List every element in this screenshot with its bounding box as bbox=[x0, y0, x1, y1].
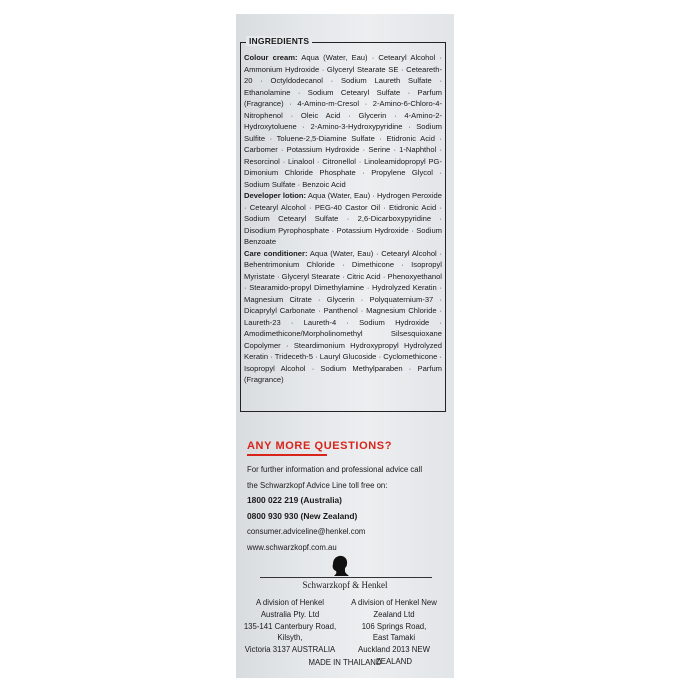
questions-heading: ANY MORE QUESTIONS? bbox=[247, 440, 393, 452]
phone-new-zealand: 0800 930 930 (New Zealand) bbox=[247, 510, 358, 521]
care-conditioner-text: Aqua (Water, Eau) · Cetearyl Alcohol · Behentrimonium Chloride · Dimethicone · Isopropyl Myristate · Glyceryl Stearate · Citric Acid · Phenoxyethanol · Stearamido-propyl Dimethylamine · Hydrolyzed Keratin · Magnesium Citrate · Glycerin · Polyquaternium-37 · Dicaprylyl Carbonate · Panthenol · Magnesium Chloride · Laureth-23 · Laureth-4 · Sodium Hydroxide · Amodimethicone/Morpholinomethyl Silsesquioxane Copolymer · Steardimonium Hydroxypropyl Hydrolyzed Keratin · Trideceth-5 · Lauryl Glucoside · Cyclomethicone · Isopropyl Alcohol · Sodium Methylparaben · Parfum (Fragrance) bbox=[244, 248, 442, 384]
address-au-line: 135-141 Canterbury Road, bbox=[243, 621, 337, 631]
questions-underline bbox=[247, 454, 327, 456]
address-nz-line: Auckland 2013 NEW ZEALAND bbox=[358, 645, 430, 666]
phone-australia: 1800 022 219 (Australia) bbox=[247, 495, 342, 505]
care-conditioner-paragraph bbox=[244, 248, 442, 386]
address-nz-line: Zealand Ltd bbox=[373, 609, 415, 619]
colour-cream-paragraph bbox=[244, 52, 442, 190]
website-address: www.schwarzkopf.com.au bbox=[247, 542, 337, 552]
ingredients-heading: INGREDIENTS bbox=[246, 36, 312, 46]
address-au-line: Kilsyth, bbox=[277, 633, 303, 643]
ingredients-list bbox=[244, 52, 442, 386]
address-au-line: Victoria 3137 AUSTRALIA bbox=[244, 645, 336, 655]
silhouette-head-icon bbox=[330, 555, 350, 577]
address-nz-line: East Tamaki bbox=[372, 633, 416, 643]
info-line-2: the Schwarzkopf Advice Line toll free on: bbox=[247, 480, 388, 490]
email-address: consumer.adviceline@henkel.com bbox=[247, 527, 366, 536]
brand-name: Schwarzkopf & Henkel bbox=[302, 580, 388, 590]
colour-cream-text: Aqua (Water, Eau) · Cetearyl Alcohol · Ammonium Hydroxide · Glyceryl Stearate SE · Ceteareth-20 · Octyldodecanol · Sodium Laureth Sulfate · Ethanolamine · Sodium Cetearyl Sulfate · Parfum (Fragrance) · 4-Amino-m-Cresol · 2-Amino-6-Chloro-4-Nitrophenol · Oleic Acid · Glycerin · 4-Amino-2-Hydroxytoluene · 2-Amino-3-Hydroxypyridine · Sodium Sulfite · Toluene-2,5-Diamine Sulfate · Etidronic Acid · Carbomer · Potassium Hydroxide · Serine · 1-Naphthol · Resorcinol · Linalool · Citronellol · Linoleamidopropyl PG-Dimonium Chloride Phosphate · Propylene Glycol · Sodium Sulfate · Benzoic Acid bbox=[244, 53, 442, 189]
care-conditioner-label: Care conditioner: bbox=[244, 248, 308, 258]
address-nz-line: 106 Springs Road, bbox=[361, 621, 427, 631]
info-line-1: For further information and professional advice call bbox=[247, 465, 423, 474]
colour-cream-label: Colour cream: bbox=[244, 53, 298, 62]
logo-divider bbox=[260, 577, 432, 578]
address-au-line: Australia Pty. Ltd bbox=[260, 609, 320, 619]
developer-lotion-paragraph bbox=[244, 190, 442, 248]
address-australia bbox=[240, 597, 340, 656]
address-nz-line: A division of Henkel New bbox=[351, 598, 437, 607]
address-au-line: A division of Henkel bbox=[255, 598, 325, 607]
contact-info bbox=[247, 462, 452, 555]
developer-lotion-label: Developer lotion: bbox=[244, 191, 307, 200]
made-in-label: MADE IN THAILAND bbox=[308, 658, 382, 667]
developer-lotion-text: Aqua (Water, Eau) · Hydrogen Peroxide · Cetearyl Alcohol · PEG-40 Castor Oil · Etidronic Acid · Sodium Cetearyl Sulfate · 2,6-Dicarboxypyridine · Disodium Pyrophosphate · Potassium Hydroxide · Sodium Benzoate bbox=[244, 191, 442, 246]
